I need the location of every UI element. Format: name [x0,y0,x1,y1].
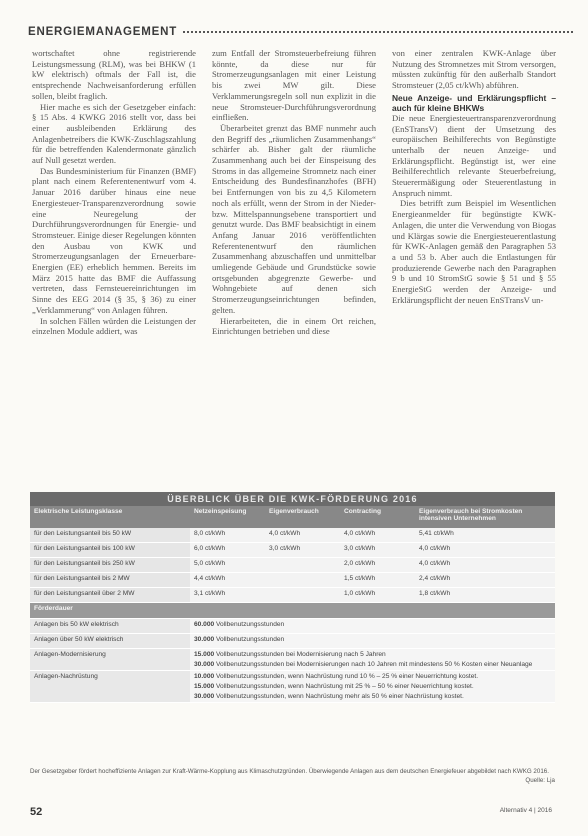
hours-value: 60.000 [194,621,215,628]
paragraph: Hierarbeiteten, die in einem Ort reichen, Einrichtungen betrieben und diese [212,315,376,337]
table-header-row [30,506,555,528]
table-cell: 4,4 ct/kWh [190,573,265,588]
hours-text: Vollbenutzungsstunden bei Modernisierungen nach 10 Jahren mit mindestens 50 % Kosten einer Neuanlage [214,661,533,668]
duration-label: Anlagen bis 50 kW elektrisch [30,619,190,634]
paragraph: In solchen Fällen würden die Leistungen der einzelnen Module addiert, was [32,315,196,337]
table-cell: 1,8 ct/kWh [415,588,555,603]
duration-line [194,661,551,668]
table-cell: 3,0 ct/kWh [265,543,340,558]
table-row [30,528,555,543]
hours-value: 15.000 [194,651,215,658]
kwk-overview-table [30,492,555,703]
paragraph: Das Bundesministerium für Finanzen (BMF) plant nach einem Referentenentwurf vom 4. Januar 2016 darüber hinaus eine neue Energiesteuer-Transparenzverordnung sowie eine Neuregelung der Durchführungsverordnungen für Energie- und Stromsteuer. Einige dieser Regelungen könnten den Ausbau von KWK und Stromerzeugungsanlagen der Erneuerbare-Energien (EE) erheblich hemmen. Bereits im März 2015 hatte das BMF die Auffassung vertreten, dass Fernsteuereinrichtungen im Sinne des EEG 2014 (§ 35, § 36) zu einer „Verklammerung“ von Anlagen führen. [32,165,196,315]
article-body [32,48,554,488]
table-cell: 5,41 ct/kWh [415,528,555,543]
hours-text: Vollbenutzungsstunden, wenn Nachrüstung mehr als 50 % einer Nachrüstung kostet. [214,693,464,700]
funding-table [30,506,555,703]
paragraph: wortschaftet ohne registrierende Leistungsmessung (RLM), was bei BHKW (1 kW elektrisch) oftmals der Fall ist, die entsprechende Nachweisanforderung erfüllen sollen, bleibt fraglich. [32,48,196,101]
table-row [30,588,555,603]
paragraph: zum Entfall der Stromsteuerbefreiung führen könnte, da diese nur für Stromerzeugungsanlagen mit einer Leistung bis zwei MW gilt. Diese Verklammerungsregeln soll nun explizit in die neue Stromsteuer-Durchführungsverordnung einfließen. [212,48,376,123]
hours-text: Vollbenutzungsstunden [214,636,285,643]
table-cell: für den Leistungsanteil bis 250 kW [30,558,190,573]
table-cell [265,573,340,588]
table-cell: 3,1 ct/kWh [190,588,265,603]
duration-value [190,671,555,703]
duration-label: Anlagen-Nachrüstung [30,671,190,703]
table-row [30,558,555,573]
footnote-text: Der Gesetzgeber fördert hocheffiziente Anlagen zur Kraft-Wärme-Kopplung aus Klimaschutzgründen. Überwiegende Anlagen aus dem deutschen Energiefeuer abgebildet nach KWKG 2016. [30,768,549,775]
table-row [30,573,555,588]
duration-row [30,671,555,703]
duration-line [194,693,551,700]
magazine-issue: Alternativ 4 | 2016 [499,807,552,814]
source-credit: Quelle: Lja [525,776,555,784]
table-cell: 4,0 ct/kWh [415,543,555,558]
section-header [28,22,573,36]
section-label: Förderdauer [30,603,555,619]
duration-row [30,649,555,671]
table-cell: für den Leistungsanteil bis 50 kW [30,528,190,543]
duration-row [30,619,555,634]
section-title: ENERGIEMANAGEMENT [28,26,181,38]
column-header: Eigenverbrauch [265,506,340,528]
table-cell: 4,0 ct/kWh [265,528,340,543]
hours-value: 30.000 [194,661,215,668]
duration-line [194,673,551,680]
hours-value: 30.000 [194,693,215,700]
table-cell: 5,0 ct/kWh [190,558,265,573]
paragraph: Überarbeitet grenzt das BMF nunmehr auch den Begriff des „räumlichen Zusammenhangs“ schärfer ab. Bisher galt der räumliche Zusammenhang auch bei der Einspeisung des Stroms in das allgemeine Stromnetz nach einer Entscheidung des Bundesfinanzhofes (BFH) bei Entfernungen von bis zu 4,5 Kilometern noch als erfüllt, wenn der Strom in der Nieder- bzw. Mittelspannungsebene transportiert und genutzt wurde. Das BMF beabsichtigt in einem Anfang Januar 2016 veröffentlichten Referentenentwurf den räumlichen Zusammenhang abzuschaffen und unmittelbar umliegende Gebäude und Grundstücke sowie ortsgebunden abgegrenzte Gewerbe- und Wohngebiete auf denen sich Stromerzeugungseinrichtungen befinden, gelten. [212,122,376,315]
hours-value: 15.000 [194,683,215,690]
duration-line [194,683,551,690]
table-cell: 2,4 ct/kWh [415,573,555,588]
article-column-3 [392,48,556,305]
table-cell [265,588,340,603]
hours-text: Vollbenutzungsstunden, wenn Nachrüstung mit 25 % – 50 % einer Neuerrichtung kostet. [214,683,474,690]
hours-text: Vollbenutzungsstunden [214,621,285,628]
table-cell: 3,0 ct/kWh [340,543,415,558]
table-cell: für den Leistungsanteil bis 2 MW [30,573,190,588]
column-header: Elektrische Leistungsklasse [30,506,190,528]
duration-label: Anlagen über 50 kW elektrisch [30,634,190,649]
paragraph: von einer zentralen KWK-Anlage über Nutzung des Stromnetzes mit Strom versorgen, müssten zukünftig für den außerhalb Standort Stromsteuer (2,05 ct/kWh) abführen. [392,48,556,91]
table-cell: für den Leistungsanteil bis 100 kW [30,543,190,558]
article-column-1 [32,48,196,337]
table-cell: 2,0 ct/kWh [340,558,415,573]
table-cell: 1,5 ct/kWh [340,573,415,588]
hours-value: 10.000 [194,673,215,680]
column-header: Contracting [340,506,415,528]
table-footnote [30,768,555,785]
hours-value: 30.000 [194,636,215,643]
duration-value [190,634,555,649]
hours-text: Vollbenutzungsstunden, wenn Nachrüstung rund 10 % – 25 % einer Neuerrichtung kostet. [214,673,479,680]
table-cell: 4,0 ct/kWh [415,558,555,573]
column-header: Eigenverbrauch bei Stromkosten intensiven Unternehmen [415,506,555,528]
table-cell: 8,0 ct/kWh [190,528,265,543]
table-title: ÜBERBLICK ÜBER DIE KWK-FÖRDERUNG 2016 [30,492,555,506]
paragraph: Hier mache es sich der Gesetzgeber einfach: § 15 Abs. 4 KWKG 2016 stellt vor, dass bei einer ausbleibenden Erklärung des Anlagenbetreibers die KWK-Zuschlagszahlung für die betreffenden Kalendermonate gänzlich auf Null gesetzt werden. [32,101,196,166]
table-cell: 6,0 ct/kWh [190,543,265,558]
duration-label: Anlagen-Modernisierung [30,649,190,671]
column-header: Netzeinspeisung [190,506,265,528]
paragraph: Die neue Energiesteuertransparenzverordnung (EnSTransV) dient der Umsetzung des europäischen Beihilferechts von Begünstigte unterhalb der neuen Anzeige- und Erklärungspflicht. Begünstigt ist, wer eine Beihilferechtlich relevante Steuerbefreiung, Steuerermäßigung oder Steuerentlastung in Anspruch nimmt. [392,112,556,198]
page-number: 52 [30,806,43,818]
table-cell: für den Leistungsanteil über 2 MW [30,588,190,603]
duration-value [190,649,555,671]
table-row [30,543,555,558]
paragraph: Dies betrifft zum Beispiel im Wesentlichen Energieanmelder für begünstigte KWK-Anlagen, die unter die Verwendung von Biogas und Klärgas sowie die Energiesteuerentlastung für KWK-Anlagen gemäß den Paragraphen 53 a und 53 b. Aber auch die Entlastungen für produzierende Gewerbe nach den Paragraphen 9 b und 10 StromStG sowie § 51 und § 55 EnergieStG werden der Anzeige- und Erklärungspflicht der neuen EnSTransV un- [392,198,556,305]
table-cell [265,558,340,573]
duration-value [190,619,555,634]
table-cell: 1,0 ct/kWh [340,588,415,603]
hours-text: Vollbenutzungsstunden bei Modernisierung nach 5 Jahren [214,651,386,658]
duration-row [30,634,555,649]
subheading: Neue Anzeige- und Erklärungspflicht – auch für kleine BHKWs [392,92,556,113]
duration-line [194,651,551,658]
table-cell: 4,0 ct/kWh [340,528,415,543]
table-section-row [30,603,555,619]
article-column-2 [212,48,376,337]
